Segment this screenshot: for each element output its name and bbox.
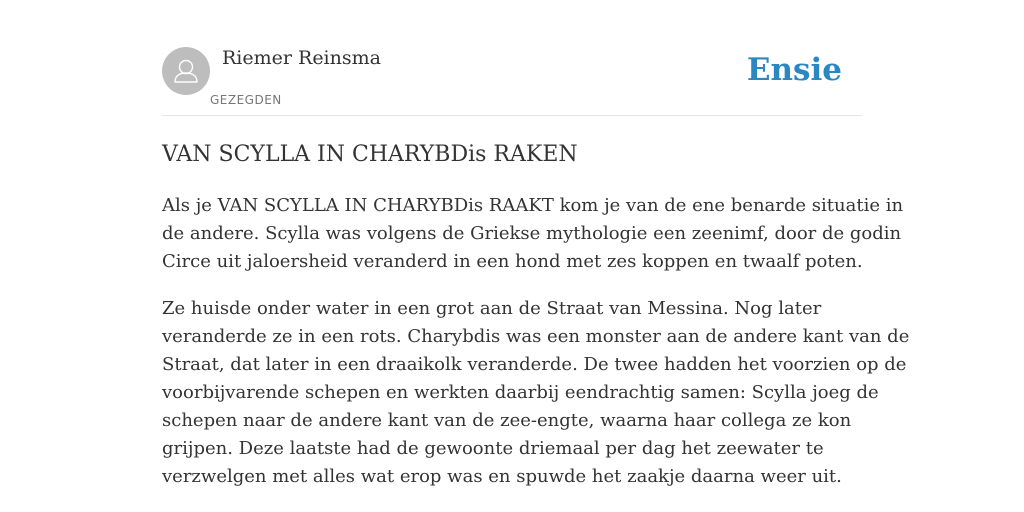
paragraph-line: Als je VAN SCYLLA IN CHARYBDis RAAKT kom je van de ene benarde situatie in (162, 195, 904, 216)
page-container (162, 0, 910, 512)
paragraph-line: verzwelgen met alles wat erop was en spuwde het zaakje daarna weer uit. (162, 466, 842, 487)
paragraph-line: Circe uit jaloersheid veranderd in een hond met zes koppen en twaalf poten. (162, 251, 863, 272)
paragraph-line: de andere. Scylla was volgens de Griekse mythologie een zeenimf, door de godin (162, 223, 902, 244)
category-label[interactable]: GEZEGDEN (210, 93, 282, 107)
paragraph-line: Ze huisde onder water in een grot aan de Straat van Messina. Nog later (162, 298, 822, 319)
paragraph-line: schepen naar de andere kant van de zee-engte, waarna haar collega ze kon (162, 410, 852, 431)
paragraph-line: veranderde ze in een rots. Charybdis was een monster aan de andere kant van de (162, 326, 910, 347)
ensie-logo[interactable]: Ensie (746, 52, 842, 88)
author-name-link[interactable]: Riemer Reinsma (222, 47, 381, 69)
paragraph-line: voorbijvarende schepen en werkten daarbij eendrachtig samen: Scylla joeg de (162, 382, 879, 403)
paragraph-line: Straat, dat later in een draaikolk veranderde. De twee hadden het voorzien op de (162, 354, 907, 375)
article-title: VAN SCYLLA IN CHARYBDis RAKEN (162, 142, 578, 167)
paragraph-line: grijpen. Deze laatste had de gewoonte driemaal per dag het zeewater te (162, 438, 824, 459)
user-silhouette-icon (162, 47, 210, 95)
article-paragraph (162, 192, 904, 276)
page-header (162, 0, 862, 116)
article-paragraph (162, 295, 910, 491)
author-avatar[interactable] (162, 47, 210, 95)
